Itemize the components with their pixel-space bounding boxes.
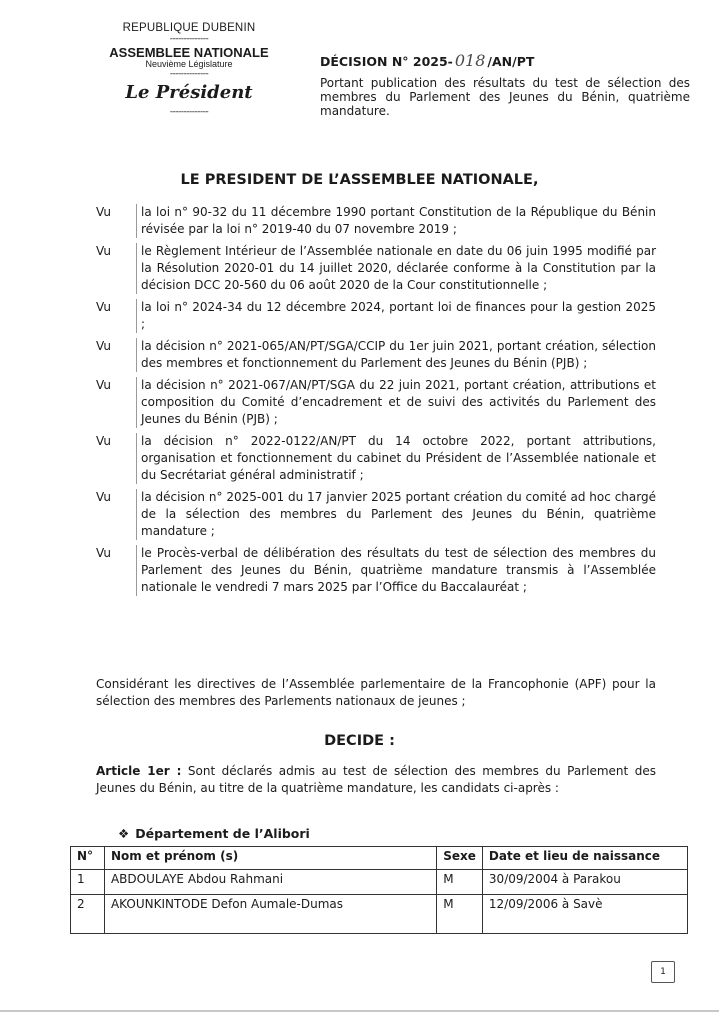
- visa-item: [96, 299, 656, 333]
- visa-item: [96, 338, 656, 372]
- separator: --------------: [169, 69, 209, 79]
- cell-name: AKOUNKINTODE Defon Aumale-Dumas: [104, 895, 436, 934]
- visa-item: [96, 243, 656, 294]
- cell-sex: M: [437, 870, 483, 895]
- column-header-birth: Date et lieu de naissance: [482, 847, 687, 870]
- table-header-row: [71, 847, 688, 870]
- page-edge-divider: [0, 1010, 719, 1012]
- department-name: Département de l’Alibori: [135, 826, 310, 841]
- cell-birth: 12/09/2006 à Savè: [482, 895, 687, 934]
- diamond-bullet-icon: ❖: [118, 826, 130, 841]
- decision-header: [320, 51, 690, 118]
- republic-name: REPUBLIQUE DUBENIN: [122, 22, 256, 34]
- vu-label: Vu: [96, 546, 111, 560]
- department-heading: [118, 826, 310, 841]
- president-signature-title: Le Président: [125, 82, 253, 103]
- article-1: [96, 763, 656, 797]
- decide-heading: DECIDE :: [324, 733, 395, 749]
- visa-text: le Règlement Intérieur de l’Assemblée nationale en date du 06 juin 1995 modifié par la Résolution 2020-01 du 14 juillet 2020, déclarée conforme à la Constitution par la décision DCC 20-560 du 06 août 2020 de la Cour constitutionnelle ;: [136, 243, 656, 294]
- handwritten-number: 018: [454, 51, 486, 70]
- vu-label: Vu: [96, 205, 111, 219]
- vu-label: Vu: [96, 244, 111, 258]
- assembly-name: ASSEMBLEE NATIONALE: [109, 45, 269, 60]
- visa-list: [96, 204, 656, 601]
- vu-label: Vu: [96, 378, 111, 392]
- decision-number: [320, 51, 690, 70]
- column-header-name: Nom et prénom (s): [104, 847, 436, 870]
- visa-item: [96, 545, 656, 596]
- considerant-paragraph: Considérant les directives de l’Assemblée parlementaire de la Francophonie (APF) pour la sélection des membres des Parlements nationaux de jeunes ;: [96, 677, 656, 708]
- cell-name: ABDOULAYE Abdou Rahmani: [104, 870, 436, 895]
- decision-prefix: DÉCISION N° 2025-: [320, 54, 453, 69]
- candidates-table: [70, 846, 688, 934]
- cell-birth: 30/09/2004 à Parakou: [482, 870, 687, 895]
- decision-object: Portant publication des résultats du test de sélection des membres du Parlement des Jeunes du Bénin, quatrième mandature.: [320, 76, 690, 118]
- cell-number: 2: [71, 895, 105, 934]
- visa-item: [96, 489, 656, 540]
- visa-text: la décision n° 2021-067/AN/PT/SGA du 22 juin 2021, portant création, attributions et composition du Comité d’encadrement et de suivi des activités du Parlement des Jeunes du Bénin (PJB) ;: [136, 377, 656, 428]
- table-row: [71, 895, 688, 934]
- visa-item: [96, 433, 656, 484]
- visa-item: [96, 204, 656, 238]
- visa-text: la loi n° 90-32 du 11 décembre 1990 portant Constitution de la République du Bénin révisée par la loi n° 2019-40 du 07 novembre 2019 ;: [136, 204, 656, 238]
- visa-item: [96, 377, 656, 428]
- visa-text: la décision n° 2021-065/AN/PT/SGA/CCIP du 1er juin 2021, portant création, sélection des membres et fonctionnement du Parlement des Jeunes du Bénin (PJB) ;: [136, 338, 656, 372]
- separator: --------------: [169, 34, 209, 44]
- article-label: Article 1er :: [96, 764, 182, 778]
- issuer-block: [100, 22, 278, 117]
- separator: --------------: [169, 107, 209, 117]
- visa-text: le Procès-verbal de délibération des résultats du test de sélection des membres du Parlement des Jeunes du Bénin, quatrième mandature transmis à l’Assemblée nationale le vendredi 7 mars 2025 par l’Office du Baccalauréat ;: [136, 545, 656, 596]
- decision-suffix: /AN/PT: [487, 54, 535, 69]
- table-row: [71, 870, 688, 895]
- vu-label: Vu: [96, 300, 111, 314]
- cell-number: 1: [71, 870, 105, 895]
- visa-text: la décision n° 2022-0122/AN/PT du 14 octobre 2022, portant attributions, organisation et fonctionnement du cabinet du Président de l’Assemblée nationale et du Secrétariat général administratif ;: [136, 433, 656, 484]
- vu-label: Vu: [96, 434, 111, 448]
- legislature-label: Neuvième Législature: [145, 59, 233, 69]
- column-header-sex: Sexe: [437, 847, 483, 870]
- page-number: 1: [651, 961, 675, 983]
- visa-text: la décision n° 2025-001 du 17 janvier 2025 portant création du comité ad hoc chargé de la sélection des membres du Parlement des Jeunes du Bénin, quatrième mandature ;: [136, 489, 656, 540]
- visa-text: la loi n° 2024-34 du 12 décembre 2024, portant loi de finances pour la gestion 2025 ;: [136, 299, 656, 333]
- vu-label: Vu: [96, 339, 111, 353]
- article-text: Sont déclarés admis au test de sélection des membres du Parlement des Jeunes du Bénin, au titre de la quatrième mandature, les candidats ci-après :: [96, 764, 657, 795]
- vu-label: Vu: [96, 490, 111, 504]
- column-header-number: N°: [71, 847, 105, 870]
- cell-sex: M: [437, 895, 483, 934]
- page-title: LE PRESIDENT DE L’ASSEMBLEE NATIONALE,: [180, 172, 539, 188]
